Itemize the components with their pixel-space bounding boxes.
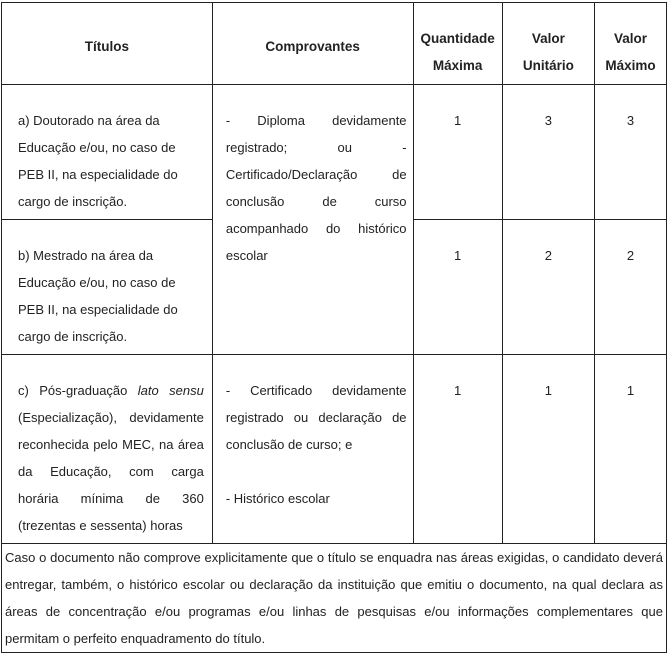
comprovantes-cell — [212, 355, 413, 544]
header-quantidade-maxima: Quantidade Máxima — [413, 3, 502, 85]
titulo-suffix: (Especialização), devidamente reconhecida pelo MEC, na área da Educação, com carga horária mínima de 360 (trezentas e sessenta) horas — [18, 410, 204, 533]
titulo-cell: a) Doutorado na área da Educação e/ou, no caso de PEB II, na especialidade do cargo de inscrição. — [2, 85, 213, 220]
quantidade-cell: 1 — [413, 220, 502, 355]
titulo-cell: b) Mestrado na área da Educação e/ou, no caso de PEB II, na especialidade do cargo de inscrição. — [2, 220, 213, 355]
comprovante-item: - Certificado devidamente registrado ou declaração de conclusão de curso; e — [225, 383, 407, 452]
valor-unitario-cell: 2 — [502, 220, 594, 355]
titulo-prefix: c) Pós-graduação — [18, 383, 138, 398]
header-comprovantes: Comprovantes — [212, 3, 413, 85]
valor-unitario-cell: 3 — [502, 85, 594, 220]
table-row — [2, 85, 667, 220]
valor-maximo-cell: 3 — [594, 85, 666, 220]
header-row — [2, 3, 667, 85]
spacer — [226, 458, 407, 485]
quantidade-cell: 1 — [413, 355, 502, 544]
note-row — [2, 544, 667, 653]
table-row — [2, 355, 667, 544]
valor-maximo-cell: 1 — [594, 355, 666, 544]
note-text: Caso o documento não comprove explicitamente que o título se enquadra nas áreas exigidas, o candidato deverá entregar, também, o histórico escolar ou declaração da instituição que emitiu o documento, na qual declara as áreas de concentração e/ou programas e/ou linhas de pesquisas e/ou informações complementares que permitam o perfeito enquadramento do título. — [2, 544, 667, 653]
comprovante-item: - Histórico escolar — [225, 491, 330, 506]
titulo-italic: lato sensu — [137, 383, 204, 398]
header-titulos: Títulos — [2, 3, 213, 85]
comprovantes-cell: - Diploma devidamente registrado; ou - Certificado/Declaração de conclusão de curso acompanhado do histórico escolar — [212, 85, 413, 355]
header-valor-maximo: Valor Máximo — [594, 3, 666, 85]
titles-table — [1, 2, 667, 653]
titulo-cell — [2, 355, 213, 544]
valor-unitario-cell: 1 — [502, 355, 594, 544]
quantidade-cell: 1 — [413, 85, 502, 220]
valor-maximo-cell: 2 — [594, 220, 666, 355]
header-valor-unitario: Valor Unitário — [502, 3, 594, 85]
